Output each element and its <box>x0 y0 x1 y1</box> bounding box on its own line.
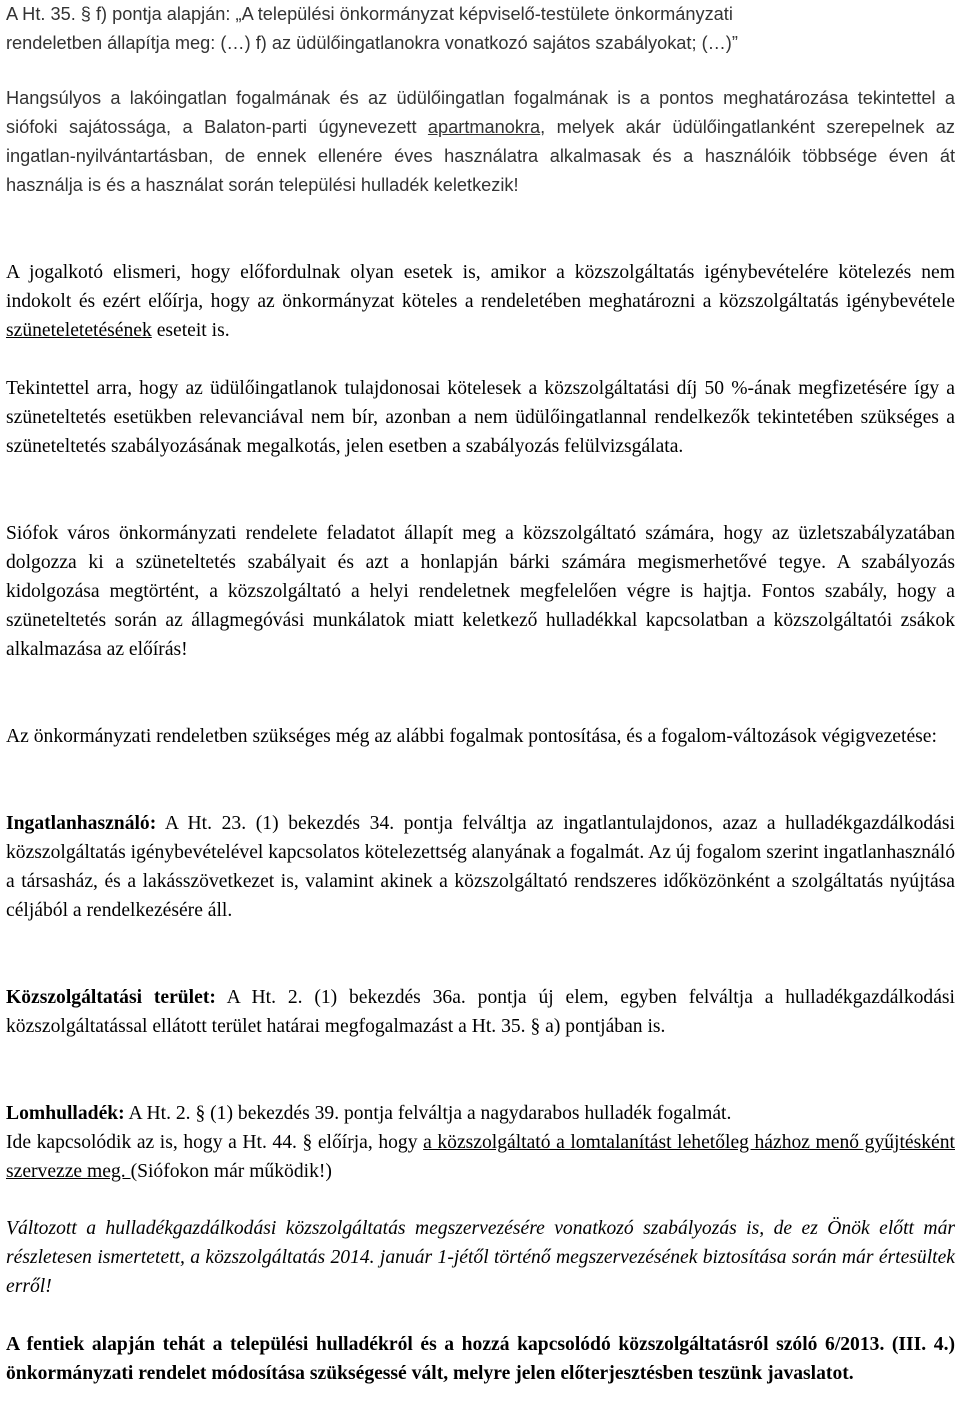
paragraph-italic-note: Változott a hulladékgazdálkodási közszolgáltatás megszervezésére vonatkozó szabályozás is, de ez Önök előtt már részletesen ismertetett, a közszolgáltatás 2014. január 1-jétől történő megszervezésének biztosítása során már értesültek erről! <box>6 1218 955 1297</box>
paragraph-definitions-intro: Az önkormányzati rendeletben szükséges még az alábbi fogalmak pontosítása, és a fogalom-változások végigvezetése: <box>6 726 937 747</box>
quote-line-2: rendeletben állapítja meg: (…) f) az üdülőingatlanokra vonatkozó sajátos szabályokat; (…)” <box>6 33 738 53</box>
paragraph-ingatlanhasznalo: Ingatlanhasználó: A Ht. 23. (1) bekezdés 34. pontja felváltja az ingatlantulajdonos, azaz a hulladékgazdálkodási közszolgáltatás igénybevételével kapcsolatos kötelezettség alanyának a fogalmát. Az új fogalom szerint ingatlanhasználó a társasház, és a lakásszövetkezet is, valamint akinek a közszolgáltató rendszeres időközönként a szolgáltatás nyújtása céljából a rendelkezésére áll. <box>6 813 955 921</box>
paragraph-siofok-rules: Siófok város önkormányzati rendelete feladatot állapít meg a közszolgáltató számára, hogy az üzletszabályzatában dolgozza ki a szüneteltetés szabályait és azt a honlapján bárki számára megismerhetővé tegye. A szabályozás kidolgozása megtörtént, a közszolgáltató a helyi rendeletnek megfelelően végre is hajtja. Fontos szabály, hogy a szüneteltetés során az állagmegóvási munkálatok miatt keletkező hulladékkal kapcsolatban a közszolgáltatói zsákok alkalmazása az előírás! <box>6 523 955 660</box>
underlined-apartmanokra: apartmanokra <box>427 117 541 137</box>
paragraph-lomhulladek: Lomhulladék: A Ht. 2. § (1) bekezdés 39. pontja felváltja a nagydarabos hulladék fogalmát. Ide kapcsolódik az is, hogy a Ht. 44. § előírja, hogy a közszolgáltató a lomtalanítást lehetőleg házhoz menő gyűjtésként szervezze meg. (Siófokon már működik!) <box>6 1103 955 1182</box>
paragraph-legislator: A jogalkotó elismeri, hogy előfordulnak olyan esetek is, amikor a közszolgáltatás igénybevételére kötelezés nem indokolt és ezért előírja, hogy az önkormányzat köteles a rendeletében meghatározni a közszolgáltatás igénybevétele szüneteletetésének eseteit is. <box>6 262 955 341</box>
underlined-szuneteletetesenek: szüneteletetésének <box>6 320 152 341</box>
quote-intro <box>6 0 955 58</box>
term-lomhulladek: Lomhulladék: <box>6 1103 125 1124</box>
underlined-lomtalanitas: a közszolgáltató a lomtalanítást lehetőleg házhoz menő gyűjtésként szervezze meg. <box>6 1132 955 1182</box>
paragraph-holiday-owners: Tekintettel arra, hogy az üdülőingatlanok tulajdonosai kötelesek a közszolgáltatási díj 50 %-ának megfizetésére így a szüneteltetés esetükben relevanciával nem bír, azonban a nem üdülőingatlannal rendelkezők tekintetében szükséges a szüneteltetés szabályozásának megalkotás, jelen esetben a szabályozás felülvizsgálata. <box>6 378 955 457</box>
paragraph-conclusion: A fentiek alapján tehát a települési hulladékról és a hozzá kapcsolódó közszolgáltatásról szóló 6/2013. (III. 4.) önkormányzati rendelet módosítása szükségessé vált, melyre jelen előterjesztésben teszünk javaslatot. <box>6 1334 955 1384</box>
term-ingatlanhasznalo: Ingatlanhasználó: <box>6 813 157 834</box>
term-kozszolgaltatasi-terulet: Közszolgáltatási terület: <box>6 987 216 1008</box>
paragraph-kozszolgaltatasi-terulet: Közszolgáltatási terület: A Ht. 2. (1) bekezdés 36a. pontja új elem, egyben felváltja a hulladékgazdálkodási közszolgáltatással ellátott terület határai megfogalmazást a Ht. 35. § a) pontjában is. <box>6 987 955 1037</box>
quote-line-1: A Ht. 35. § f) pontja alapján: „A települési önkormányzat képviselő-testülete önkormányzati <box>6 4 733 24</box>
paragraph-apartments: Hangsúlyos a lakóingatlan fogalmának és az üdülőingatlan fogalmának is a pontos meghatározása tekintettel a siófoki sajátossága, a Balaton-parti úgynevezett apartmanokra, melyek akár üdülőingatlanként szerepelnek az ingatlan-nyilvántartásban, de ennek ellenére éves használatra alkalmasak és a használóik többsége éven át használja is és a használat során települési hulladék keletkezik! <box>6 88 955 195</box>
